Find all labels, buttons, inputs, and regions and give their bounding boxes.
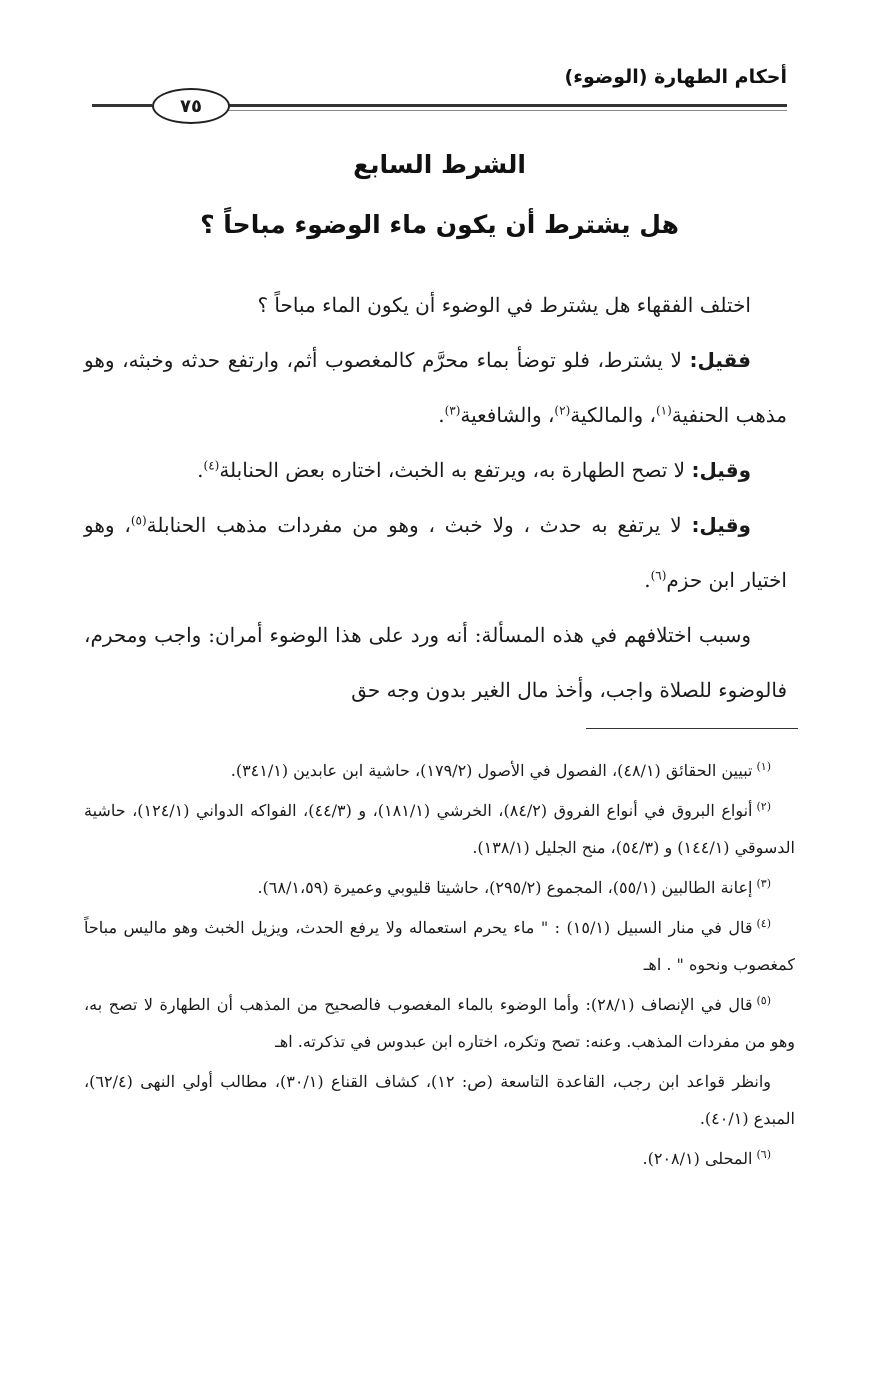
footnote-ref[interactable]: (٦): [650, 568, 667, 583]
header-rule-thin: [225, 110, 787, 111]
footnote-text: تبيين الحقائق (٤٨/١)، الفصول في الأصول (١٧٩/٢)، حاشية ابن عابدين (٣٤١/١).: [230, 761, 753, 780]
footnote-number: (٤): [756, 916, 772, 930]
opinion-text: لا يرتفع به حدث ، ولا خبث ، وهو من مفردات مذهب الحنابلة: [146, 513, 692, 537]
opinion-text: لا يشترط، فلو توضأ بماء محرَّم كالمغصوب أثم، وارتفع حدثه وخبثه، وهو مذهب الحنفية: [84, 348, 787, 427]
opinion-label: وقيل:: [691, 458, 751, 482]
footnote-separator: [586, 728, 798, 729]
footnotes: [84, 752, 795, 1180]
footnote-number: (٢): [756, 799, 772, 813]
opinion-text: .: [438, 403, 445, 427]
running-title: أحكام الطهارة (الوضوء): [564, 66, 787, 88]
opinion-text: لا تصح الطهارة به، ويرتفع به الخبث، اختاره بعض الحنابلة: [219, 458, 692, 482]
opinion-text: .: [644, 568, 651, 592]
header-rule-left: [92, 104, 152, 107]
paragraph-reason: وسبب اختلافهم في هذه المسألة: أنه ورد على هذا الوضوء أمران: واجب ومحرم، فالوضوء للصلاة واجب، وأخذ مال الغير بدون وجه حق: [84, 623, 787, 702]
paragraph-intro: اختلف الفقهاء هل يشترط في الوضوء أن يكون الماء مباحاً ؟: [257, 293, 751, 317]
header-rule: [225, 104, 787, 107]
paragraph-opinion-3: [84, 498, 787, 608]
footnote-ref[interactable]: (٢): [554, 403, 571, 418]
main-text: [84, 278, 787, 718]
footnote-text: قال في منار السبيل (١٥/١) : " ماء يحرم استعماله ولا يرفع الحدث، ويزيل الخبث وهو ماليس مباحاً كمغصوب ونحوه " . اهـ: [84, 918, 795, 974]
footnote: [84, 869, 795, 906]
opinion-text: ، والمالكية: [570, 403, 656, 427]
opinion-label: وقيل:: [691, 513, 751, 537]
footnote-ref[interactable]: (٥): [130, 513, 147, 528]
footnote-text: المحلى (٢٠٨/١).: [642, 1149, 753, 1168]
footnote-ref[interactable]: (١): [655, 403, 672, 418]
footnote: [84, 909, 795, 983]
footnote-text: أنواع البروق في أنواع الفروق (٨٤/٢)، الخرشي (١٨١/١)، و (٤٤/٣)، الفواكه الدواني (١٢٤/١)، حاشية الدسوقي (١٤٤/١) و (٥٤/٣)، منح الجليل (١٣٨/١).: [84, 801, 795, 857]
opinion-text: ، والشافعية: [460, 403, 555, 427]
footnote-number: (٦): [756, 1147, 771, 1161]
page-number-badge: [152, 88, 230, 124]
paragraph-opinion-1: [84, 333, 787, 443]
footnote: [84, 752, 795, 789]
footnote: [84, 986, 795, 1060]
opinion-text: .: [197, 458, 204, 482]
section-heading: الشرط السابع: [353, 150, 526, 179]
paragraph-opinion-2: [84, 443, 787, 498]
section-question: هل يشترط أن يكون ماء الوضوء مباحاً ؟: [200, 210, 679, 239]
footnote-text: وانظر قواعد ابن رجب، القاعدة التاسعة (ص: ١٢)، كشاف القناع (٣٠/١)، مطالب أولي النهى (٦٢/٤)، المبدع (٤٠/١).: [84, 1072, 795, 1128]
footnote-ref[interactable]: (٤): [203, 458, 220, 473]
page-number: ٧٥: [180, 95, 202, 117]
opinion-text: ، وهو اختيار ابن حزم: [84, 513, 787, 592]
footnote-continuation: [84, 1063, 795, 1137]
footnote-text: قال في الإنصاف (٢٨/١): وأما الوضوء بالماء المغصوب فالصحيح من المذهب أن الطهارة لا تصح به، وهو من مفردات المذهب. وعنه: تصح وتكره، اختاره ابن عبدوس في تذكرته. اهـ: [84, 995, 795, 1051]
footnote-text: إعانة الطالبين (٥٥/١)، المجموع (٢٩٥/٢)، حاشيتا قليوبي وعميرة (٦٨/١،٥٩).: [257, 878, 753, 897]
footnote: [84, 792, 795, 866]
footnote: [84, 1140, 795, 1177]
footnote-number: (٥): [756, 993, 771, 1007]
footnote-ref[interactable]: (٣): [444, 403, 461, 418]
opinion-label: فقيل:: [689, 348, 751, 372]
footnote-number: (٣): [756, 876, 771, 890]
footnote-number: (١): [756, 759, 771, 773]
